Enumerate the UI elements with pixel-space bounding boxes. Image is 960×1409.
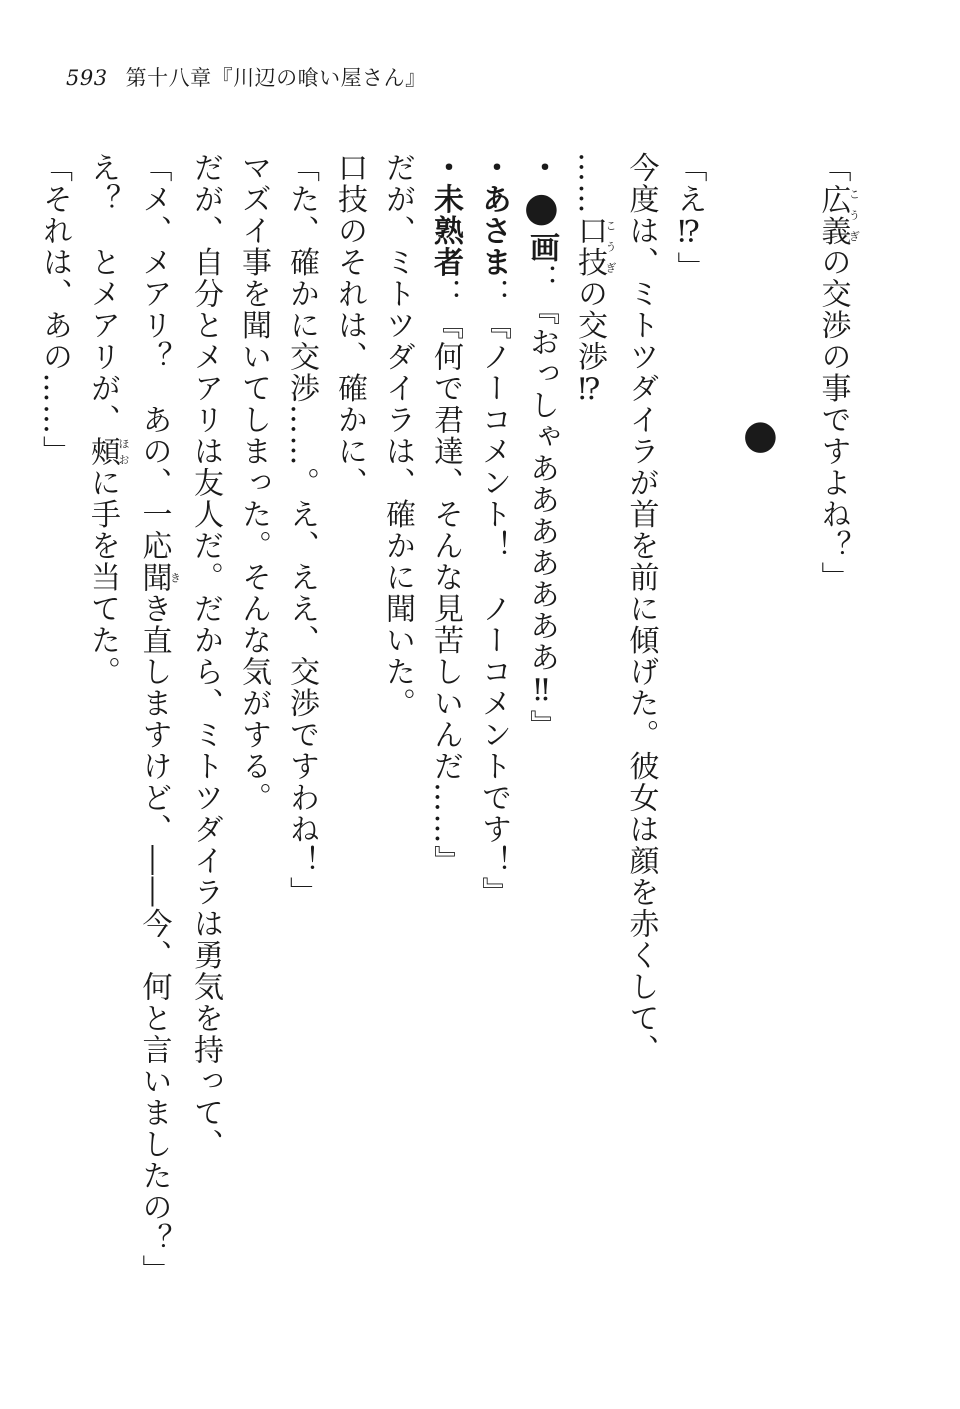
chat-line-mijukumono [421, 152, 469, 1302]
bullet-icon: ・ [524, 152, 559, 184]
chat-line-asama [469, 152, 517, 1302]
chat-text: ：『何で君達、そんな見苦しいんだ……』 [428, 278, 463, 877]
text-line-3: 今度は、ミトツダイラが首を前に傾げた。彼女は顔を赤くして、 [623, 152, 659, 1066]
text-line-13: 「メ、メアリ？ あの、一応聞きき直しますけど、――今、何と言いましたの？」 [136, 152, 182, 1286]
text-line-1: 「広義こうぎの交渉の事ですよね？」 [815, 152, 861, 593]
chat-speaker: 未熟者 [428, 183, 463, 278]
ruby-ki: 聞き [136, 561, 182, 593]
text-line-10: 「た、確かに交渉……。え、ええ、交渉ですわね！」 [284, 152, 319, 908]
scene-break [737, 152, 785, 460]
text-line-2: 「え⁉」 [671, 152, 707, 283]
chat-line-ga [517, 152, 565, 1302]
bullet-icon: ・ [476, 152, 511, 184]
ruby-kougi: 広義こうぎ [815, 183, 861, 247]
ruby-hoo: 頰ほお [85, 435, 130, 467]
chat-speaker: あさま [476, 183, 511, 278]
black-circle-icon: ● [518, 183, 565, 232]
bullet-icon: ・ [428, 152, 463, 184]
scene-gap [713, 152, 737, 1302]
running-header [66, 62, 427, 92]
page-number: 593 [66, 66, 108, 90]
text-line-4: ……口技こうぎの交渉⁉ [572, 152, 617, 409]
text-line-12: だが、自分とメアリは友人だ。だから、ミトツダイラは勇気を持って、 [188, 152, 223, 1160]
scene-break-dot-icon: ● [737, 412, 784, 460]
text-line-11: マズイ事を聞いてしまった。そんな気がする。 [236, 152, 271, 814]
chat-text: ：『おっしゃあああああああ‼』 [524, 263, 559, 741]
chat-speaker: 画 [524, 232, 559, 264]
text-line-9: 口技のそれは、確かに、 [332, 152, 367, 499]
chapter-title: 第十八章『川辺の喰い屋さん』 [125, 66, 427, 90]
text-line-14: え？ とメアリが、頰ほおに手を当てた。 [85, 152, 130, 688]
text-line-15: 「それは、あの……」 [37, 152, 72, 467]
text-line-8: だが、ミトツダイラは、確かに聞いた。 [380, 152, 415, 719]
ruby-kougi-2: 口技こうぎ [572, 215, 617, 278]
scene-gap [785, 152, 809, 1302]
page-body [37, 152, 861, 1302]
chat-text: ：『ノーコメント！ ノーコメントです！』 [476, 278, 511, 908]
